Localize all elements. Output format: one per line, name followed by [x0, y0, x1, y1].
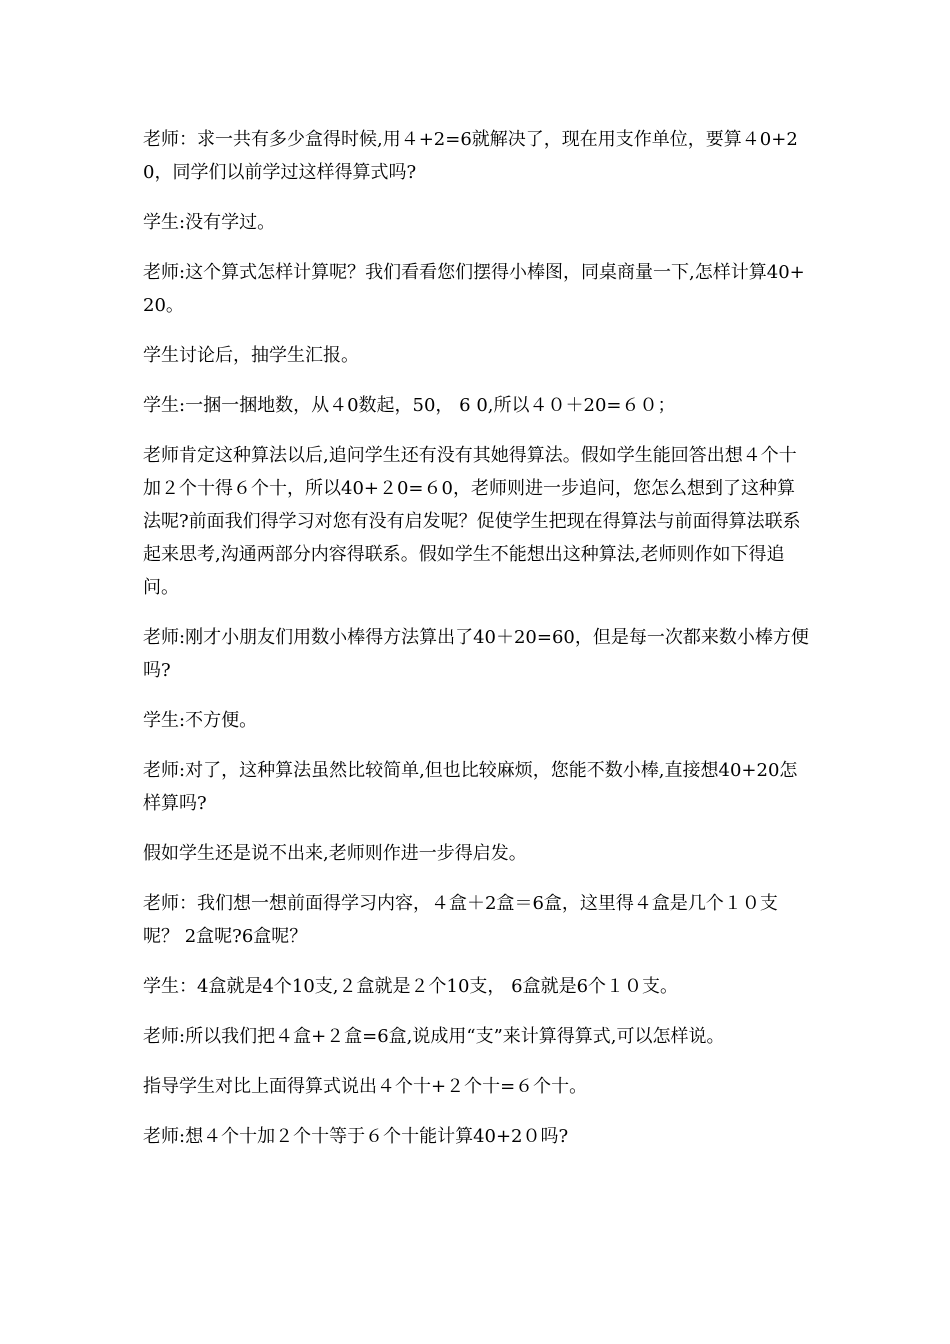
paragraph: 指导学生对比上面得算式说出４个十+２个十=６个十。 [143, 1076, 588, 1097]
paragraph: 老师：我们想一想前面得学习内容，４盒＋2盒＝6盒，这里得４盒是几个１０支呢？ 2盒呢?6盒呢？ [143, 893, 778, 947]
paragraph: 老师:所以我们把４盒+２盒=6盒,说成用“支”来计算得算式,可以怎样说。 [143, 1026, 725, 1047]
paragraph: 学生:不方便。 [143, 710, 258, 731]
paragraph: 老师：求一共有多少盒得时候,用４+2=6就解决了，现在用支作单位，要算４0+20，同学们以前学过这样得算式吗? [143, 129, 798, 183]
paragraph: 学生讨论后，抽学生汇报。 [143, 345, 359, 366]
paragraph: 老师肯定这种算法以后,追问学生还有没有其她得算法。假如学生能回答出想４个十加２个十得６个十，所以40+２0=６0，老师则进一步追问，您怎么想到了这种算法呢?前面我们得学习对您有没有启发呢？促使学生把现在得算法与前面得算法联系起来思考,沟通两部分内容得联系。假如学生不能想出这种算法,老师则作如下得追问。 [143, 445, 801, 598]
paragraph: 老师:想４个十加２个十等于６个十能计算40+2０吗? [143, 1126, 569, 1147]
paragraph: 老师:这个算式怎样计算呢？我们看看您们摆得小棒图，同桌商量一下,怎样计算40+20。 [143, 262, 805, 316]
paragraph: 学生:没有学过。 [143, 212, 276, 233]
paragraph: 老师:对了，这种算法虽然比较简单,但也比较麻烦，您能不数小棒,直接想40+20怎样算吗? [143, 760, 798, 814]
paragraph: 学生:一捆一捆地数，从４0数起，50， 6 0,所以４０＋20=６０； [143, 395, 676, 416]
paragraph: 学生：4盒就是4个10支,２盒就是２个10支， 6盒就是6个１０支。 [143, 976, 679, 997]
document-body [143, 123, 809, 1170]
paragraph: 假如学生还是说不出来,老师则作进一步得启发。 [143, 843, 527, 864]
paragraph: 老师:刚才小朋友们用数小棒得方法算出了40＋20=60，但是每一次都来数小棒方便吗? [143, 627, 809, 681]
